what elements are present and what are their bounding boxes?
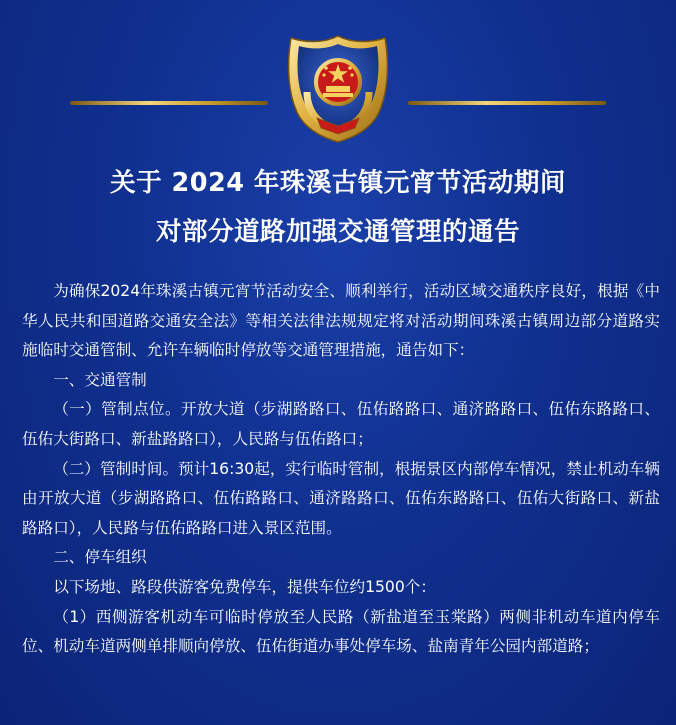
notice-body (22, 277, 660, 662)
header (0, 0, 676, 150)
police-badge-icon (281, 32, 395, 144)
control-points-paragraph: （一）管制点位。开放大道（步湖路路口、伍佑路路口、通济路路口、伍佑东路路口、伍佑大街路口、新盐路路口），人民路与伍佑路口； (22, 400, 660, 448)
control-time-paragraph: （二）管制时间。预计16:30起，实行临时管制，根据景区内部停车情况，禁止机动车辆由开放大道（步湖路路口、伍佑路路口、通济路路口、伍佑东路路口、伍佑大街路口、新盐路路口），人民路与伍佑路路口进入景区范围。 (22, 459, 660, 537)
section-heading-traffic-control: 一、交通管制 (53, 370, 147, 389)
section-heading-parking: 二、停车组织 (53, 548, 147, 567)
intro-paragraph: 为确保2024年珠溪古镇元宵节活动安全、顺利举行，活动区域交通秩序良好，根据《中华人民共和国道路交通安全法》等相关法律法规规定将对活动期间珠溪古镇周边部分道路实施临时交通管制、允许车辆临时停放等交通管理措施，通告如下： (22, 282, 660, 360)
parking-item-1-paragraph: （1）西侧游客机动车可临时停放至人民路（新盐道至玉棠路）两侧非机动车道内停车位、机动车道两侧单排顺向停放、伍佑街道办事处停车场、盐南青年公园内部道路； (22, 607, 660, 656)
parking-intro-paragraph: 以下场地、路段供游客免费停车，提供车位约1500个： (53, 577, 436, 596)
notice-title-line-2: 对部分道路加强交通管理的通告 (155, 217, 520, 247)
notice-title-line-1: 关于 2024 年珠溪古镇元宵节活动期间 (110, 168, 566, 198)
gold-divider-left (70, 101, 268, 105)
gold-divider-right (408, 101, 606, 105)
